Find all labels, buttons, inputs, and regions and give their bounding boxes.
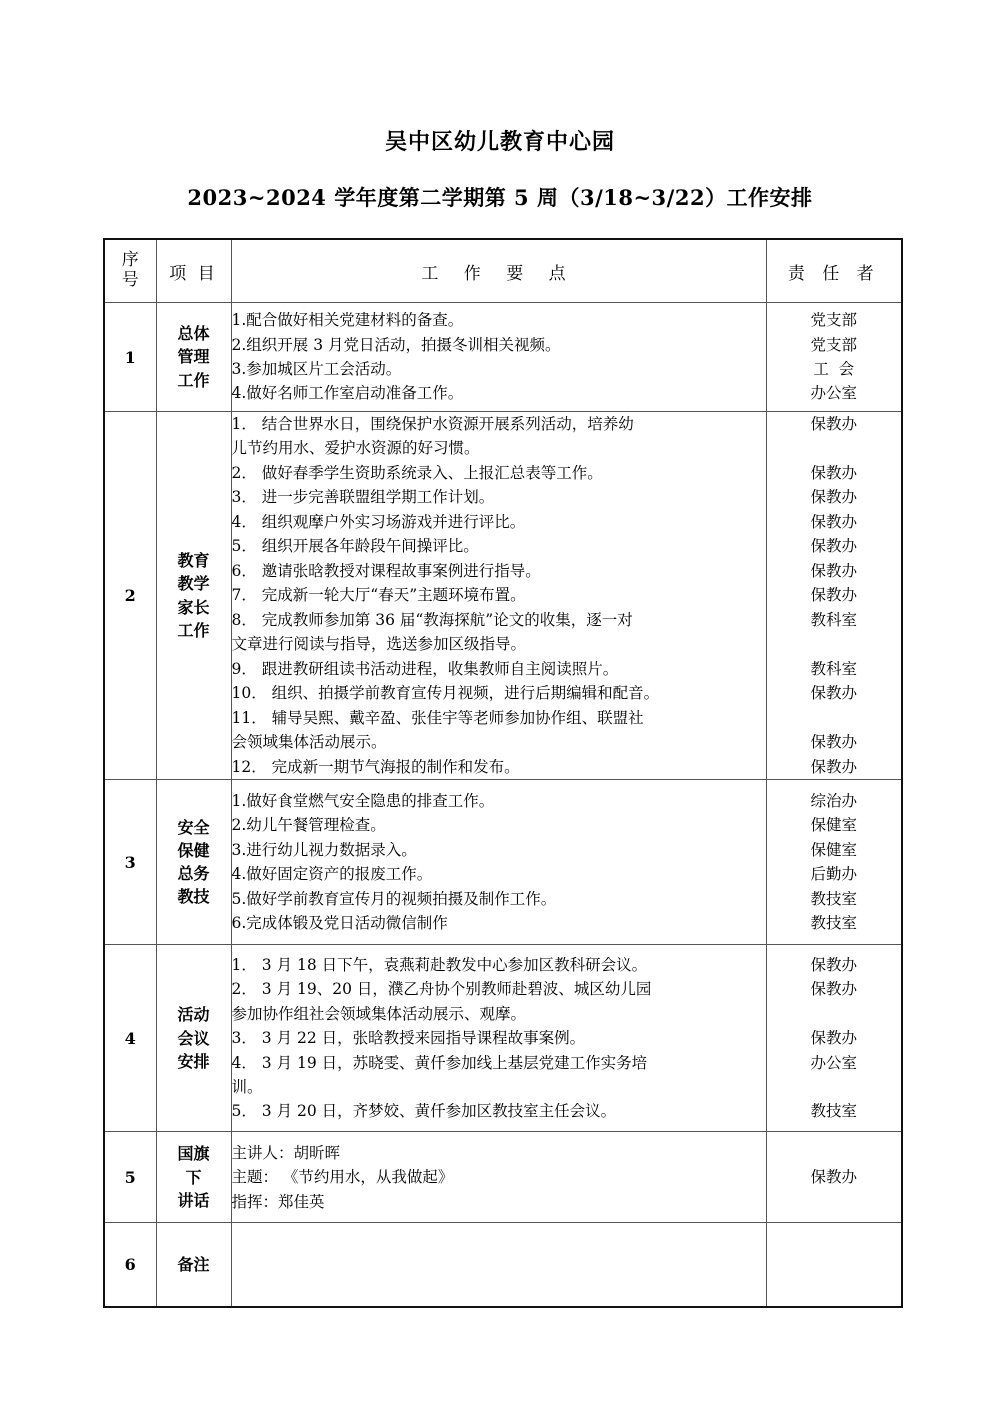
work-point-line: 2． 做好春季学生资助系统录入、上报汇总表等工作。 — [231, 463, 603, 482]
row-number-cell: 4 — [104, 945, 156, 1132]
project-name-line: 会议 — [177, 1028, 210, 1048]
work-point-line: 4． 组织观摩户外实习场游戏并进行评比。 — [231, 512, 526, 531]
project-name-line: 总务 — [177, 864, 210, 884]
responsible-party-line: 保教办 — [810, 415, 857, 433]
responsible-party-line: 后勤办 — [810, 865, 857, 884]
project-name-line: 活动 — [177, 1005, 210, 1025]
page-title-sub: 2023~2024 学年度第二学期第 5 周（3/18~3/22）工作安排 — [187, 184, 813, 210]
work-point-line: 3． 进一步完善联盟组学期工作计划。 — [231, 488, 495, 507]
work-point-line: 11． 辅导吴熙、戴辛盈、张佳宇等老师参加协作组、联盟社 — [231, 708, 644, 727]
project-name-line: 工作 — [177, 620, 210, 640]
work-point-line: 4.做好名师工作室启动准备工作。 — [231, 384, 464, 403]
column-header-work-points: 工 作 要 点 — [231, 239, 766, 303]
responsible-party-line: 保健室 — [810, 816, 857, 835]
responsible-party-line: 保教办 — [810, 537, 857, 556]
responsible-party-line: 保教办 — [810, 733, 857, 752]
work-point-line: 1． 3 月 18 日下午，袁燕莉赴教发中心参加区教科研会议。 — [231, 955, 648, 974]
responsible-party-line — [767, 632, 902, 656]
work-point-line: 3.参加城区片工会活动。 — [231, 360, 402, 378]
table-row — [104, 1223, 902, 1308]
project-name-line: 保健 — [177, 841, 210, 861]
work-point-line: 5． 组织开展各年龄段午间操评比。 — [231, 537, 479, 556]
responsible-party-line: 保教办 — [810, 512, 857, 531]
responsible-party-line: 保教办 — [810, 488, 857, 507]
work-point-line: 主讲人：胡昕晖 — [231, 1143, 341, 1162]
responsible-party-cell — [766, 412, 902, 780]
project-name-line: 安排 — [177, 1051, 210, 1071]
work-points-cell — [231, 1223, 766, 1308]
work-point-line: 6.完成体锻及党日活动微信制作 — [231, 914, 448, 933]
project-name-line: 教育 — [177, 551, 210, 571]
row-number-cell: 3 — [104, 780, 156, 945]
project-name-cell — [156, 1132, 231, 1223]
work-point-line: 2.组织开展 3 月党日活动，拍摄冬训相关视频。 — [231, 335, 561, 354]
project-name-line: 安全 — [177, 817, 210, 837]
title-block — [0, 128, 1000, 211]
work-points-cell — [231, 1132, 766, 1223]
row-number-cell: 5 — [104, 1132, 156, 1223]
responsible-party-line: 教技室 — [810, 1102, 857, 1121]
responsible-party-line: 教技室 — [810, 914, 857, 933]
responsible-party-line: 党支部 — [810, 335, 857, 354]
responsible-party-line: 保教办 — [810, 561, 857, 580]
responsible-party-line: 党支部 — [810, 311, 857, 330]
responsible-party-line: 综治办 — [810, 791, 857, 810]
responsible-party-line: 教科室 — [810, 659, 857, 678]
project-name-line: 讲话 — [177, 1190, 210, 1210]
column-header-no — [104, 239, 156, 303]
column-header-project: 项 目 — [156, 239, 231, 303]
page-title-main: 吴中区幼儿教育中心园 — [384, 129, 615, 155]
project-name-cell — [156, 945, 231, 1132]
work-point-line: 4． 3 月 19 日，苏晓雯、黄仟参加线上基层党建工作实务培 — [231, 1053, 648, 1072]
project-name-line: 教学 — [177, 574, 210, 594]
row-number-cell: 6 — [104, 1223, 156, 1308]
work-points-cell — [231, 780, 766, 945]
project-name-line: 家长 — [177, 597, 210, 617]
schedule-table — [103, 238, 903, 1308]
work-point-line: 7． 完成新一轮大厅“春天”主题环境布置。 — [231, 586, 526, 605]
work-points-cell — [231, 945, 766, 1132]
project-name-cell — [156, 780, 231, 945]
responsible-party-line: 保教办 — [810, 1029, 857, 1048]
column-header-no-line2: 号 — [121, 270, 139, 290]
table-row — [104, 303, 902, 412]
responsible-party-line: 办公室 — [810, 384, 857, 403]
work-point-line: 6． 邀请张晗教授对课程故事案例进行指导。 — [231, 561, 541, 580]
work-point-line: 1.做好食堂燃气安全隐患的排查工作。 — [231, 791, 495, 810]
work-point-line: 5.做好学前教育宣传月的视频拍摄及制作工作。 — [231, 889, 557, 908]
responsible-party-line: 教科室 — [810, 610, 857, 629]
work-point-line: 3． 3 月 22 日，张晗教授来园指导课程故事案例。 — [231, 1029, 586, 1048]
responsible-party-line — [767, 1075, 902, 1099]
table-header-row — [104, 239, 902, 303]
work-point-line: 1.配合做好相关党建材料的备查。 — [231, 311, 464, 330]
project-name-line: 教技 — [177, 887, 210, 907]
work-point-line: 指挥：郑佳英 — [231, 1192, 325, 1211]
table-row — [104, 780, 902, 945]
work-point-line: 参加协作组社会领域集体活动展示、观摩。 — [231, 1004, 527, 1023]
work-point-line: 文章进行阅读与指导，选送参加区级指导。 — [231, 635, 527, 654]
responsible-party-line: 保教办 — [810, 463, 857, 482]
work-point-line: 8． 完成教师参加第 36 届“教海探航”论文的收集，逐一对 — [231, 610, 633, 629]
project-name-cell — [156, 1223, 231, 1308]
work-point-line: 1． 结合世界水日，围绕保护水资源开展系列活动，培养幼 — [231, 415, 634, 433]
responsible-party-line: 保教办 — [810, 1168, 857, 1187]
project-name-line: 总体 — [177, 324, 210, 344]
responsible-party-cell — [766, 945, 902, 1132]
work-point-line: 10． 组织、拍摄学前教育宣传月视频，进行后期编辑和配音。 — [231, 684, 660, 703]
responsible-party-line: 保教办 — [810, 586, 857, 605]
responsible-party-line — [767, 1002, 902, 1026]
project-name-line: 管理 — [177, 347, 210, 367]
responsible-party-cell — [766, 303, 902, 412]
work-point-line: 12． 完成新一期节气海报的制作和发布。 — [231, 757, 520, 776]
work-point-line: 2． 3 月 19、20 日，濮乙舟协个别教师赴碧波、城区幼儿园 — [231, 980, 652, 999]
work-point-line: 儿节约用水、爱护水资源的好习惯。 — [231, 439, 480, 458]
row-number-cell: 1 — [104, 303, 156, 412]
responsible-party-line: 保教办 — [810, 955, 857, 974]
project-name-cell — [156, 412, 231, 780]
column-header-no-line1: 序 — [121, 250, 139, 271]
work-point-line: 会领域集体活动展示。 — [231, 733, 387, 752]
responsible-party-line: 工 会 — [813, 360, 855, 378]
responsible-party-line: 教技室 — [810, 889, 857, 908]
responsible-party-cell — [766, 1223, 902, 1308]
work-point-line: 5． 3 月 20 日，齐梦姣、黄仟参加区教技室主任会议。 — [231, 1102, 617, 1121]
work-point-line: 主题： 《节约用水，从我做起》 — [231, 1168, 454, 1187]
table-row — [104, 1132, 902, 1223]
work-points-cell — [231, 303, 766, 412]
responsible-party-line: 办公室 — [810, 1053, 857, 1072]
project-name-line: 备注 — [177, 1255, 210, 1275]
responsible-party-line: 保健室 — [810, 840, 857, 859]
work-points-cell — [231, 412, 766, 780]
project-name-line: 工作 — [177, 370, 210, 390]
work-point-line: 3.进行幼儿视力数据录入。 — [231, 840, 417, 859]
responsible-party-line: 保教办 — [810, 757, 857, 776]
column-header-responsible: 责 任 者 — [766, 239, 902, 303]
responsible-party-line: 保教办 — [810, 684, 857, 703]
work-point-line: 训。 — [231, 1077, 263, 1096]
responsible-party-line: 保教办 — [810, 980, 857, 999]
schedule-table-container — [103, 238, 903, 1308]
work-point-line: 4.做好固定资产的报废工作。 — [231, 865, 433, 884]
work-point-line: 2.幼儿午餐管理检查。 — [231, 816, 386, 835]
project-name-line: 下 — [185, 1167, 202, 1187]
project-name-line: 国旗 — [177, 1144, 210, 1164]
responsible-party-cell — [766, 780, 902, 945]
responsible-party-cell — [766, 1132, 902, 1223]
table-row — [104, 412, 902, 780]
row-number-cell: 2 — [104, 412, 156, 780]
work-point-line: 9． 跟进教研组读书活动进程，收集教师自主阅读照片。 — [231, 659, 619, 678]
responsible-party-line — [767, 436, 902, 460]
table-row — [104, 945, 902, 1132]
responsible-party-line — [767, 706, 902, 730]
project-name-cell — [156, 303, 231, 412]
